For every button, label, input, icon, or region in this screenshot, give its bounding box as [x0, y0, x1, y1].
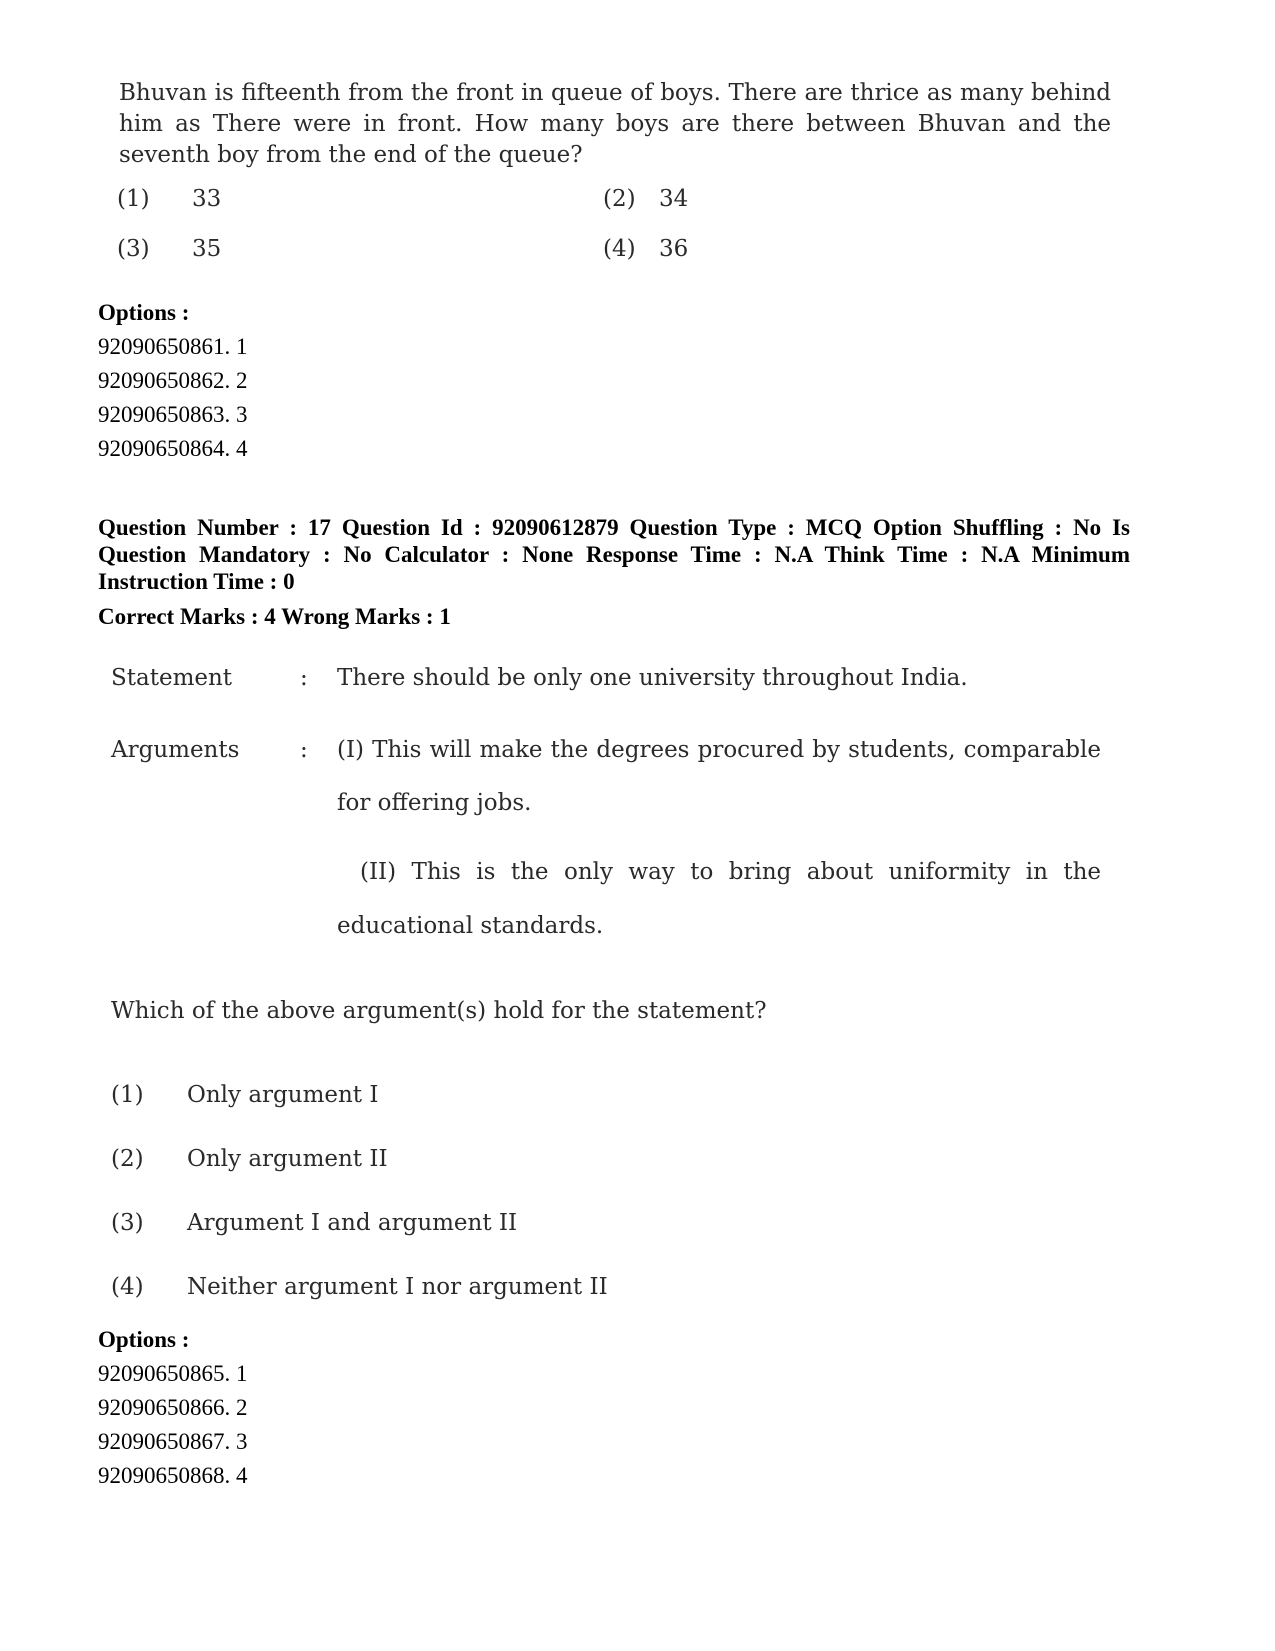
q16-choice-2-number: (2) — [603, 186, 636, 212]
q17-choice-2-number: (2) — [111, 1146, 144, 1172]
q16-choice-1-value: 33 — [192, 186, 222, 212]
q16-options-label: Options : — [98, 300, 190, 325]
q16-choice-2-value: 34 — [659, 186, 689, 212]
q17-meta-line-3: Instruction Time : 0 — [98, 569, 295, 594]
q16-choice-3-value: 35 — [192, 236, 222, 262]
q17-choice-3-number: (3) — [111, 1210, 144, 1236]
q17-option-2: 92090650866. 2 — [98, 1395, 248, 1420]
arguments-colon: : — [300, 737, 308, 763]
q16-option-1: 92090650861. 1 — [98, 334, 248, 359]
q17-option-3: 92090650867. 3 — [98, 1429, 248, 1454]
q16-question-line: him as There were in front. How many boys are there between Bhuvan and the — [119, 111, 1111, 137]
q17-choice-1-number: (1) — [111, 1082, 144, 1108]
q17-option-4: 92090650868. 4 — [98, 1463, 248, 1488]
q16-choice-4-number: (4) — [603, 236, 636, 262]
q17-question-text: Which of the above argument(s) hold for the statement? — [111, 998, 767, 1024]
q17-choice-4-number: (4) — [111, 1274, 144, 1300]
argument-1-line-2: for offering jobs. — [337, 790, 532, 816]
q17-meta-line-1: Question Number : 17 Question Id : 92090612879 Question Type : MCQ Option Shuffling : No Is — [98, 515, 1130, 540]
q17-choice-4-value: Neither argument I nor argument II — [187, 1274, 608, 1300]
q17-choice-2-value: Only argument II — [187, 1146, 388, 1172]
q16-question-text — [119, 78, 1111, 171]
q16-choice-3-number: (3) — [117, 236, 150, 262]
argument-2-line-2: educational standards. — [337, 913, 604, 939]
argument-2-line-1: (II) This is the only way to bring about uniformity in the — [360, 859, 1101, 885]
statement-label: Statement — [111, 665, 233, 691]
q17-options-label: Options : — [98, 1327, 190, 1352]
statement-colon: : — [300, 665, 308, 691]
q17-choice-3-value: Argument I and argument II — [187, 1210, 518, 1236]
q16-option-2: 92090650862. 2 — [98, 368, 248, 393]
q16-choice-1-number: (1) — [117, 186, 150, 212]
q16-choice-4-value: 36 — [659, 236, 689, 262]
q16-question-line: Bhuvan is fifteenth from the front in queue of boys. There are thrice as many behind — [119, 80, 1111, 106]
q16-option-4: 92090650864. 4 — [98, 436, 248, 461]
q17-meta-line-2: Question Mandatory : No Calculator : None Response Time : N.A Think Time : N.A Minimum — [98, 542, 1130, 567]
q17-marks: Correct Marks : 4 Wrong Marks : 1 — [98, 604, 451, 629]
q17-option-1: 92090650865. 1 — [98, 1361, 248, 1386]
statement-text: There should be only one university throughout India. — [337, 665, 968, 691]
q17-choice-1-value: Only argument I — [187, 1082, 379, 1108]
q16-option-3: 92090650863. 3 — [98, 402, 248, 427]
argument-1-line-1: (I) This will make the degrees procured by students, comparable — [337, 737, 1101, 763]
arguments-label: Arguments — [111, 737, 240, 763]
q16-question-line: seventh boy from the end of the queue? — [119, 142, 583, 168]
